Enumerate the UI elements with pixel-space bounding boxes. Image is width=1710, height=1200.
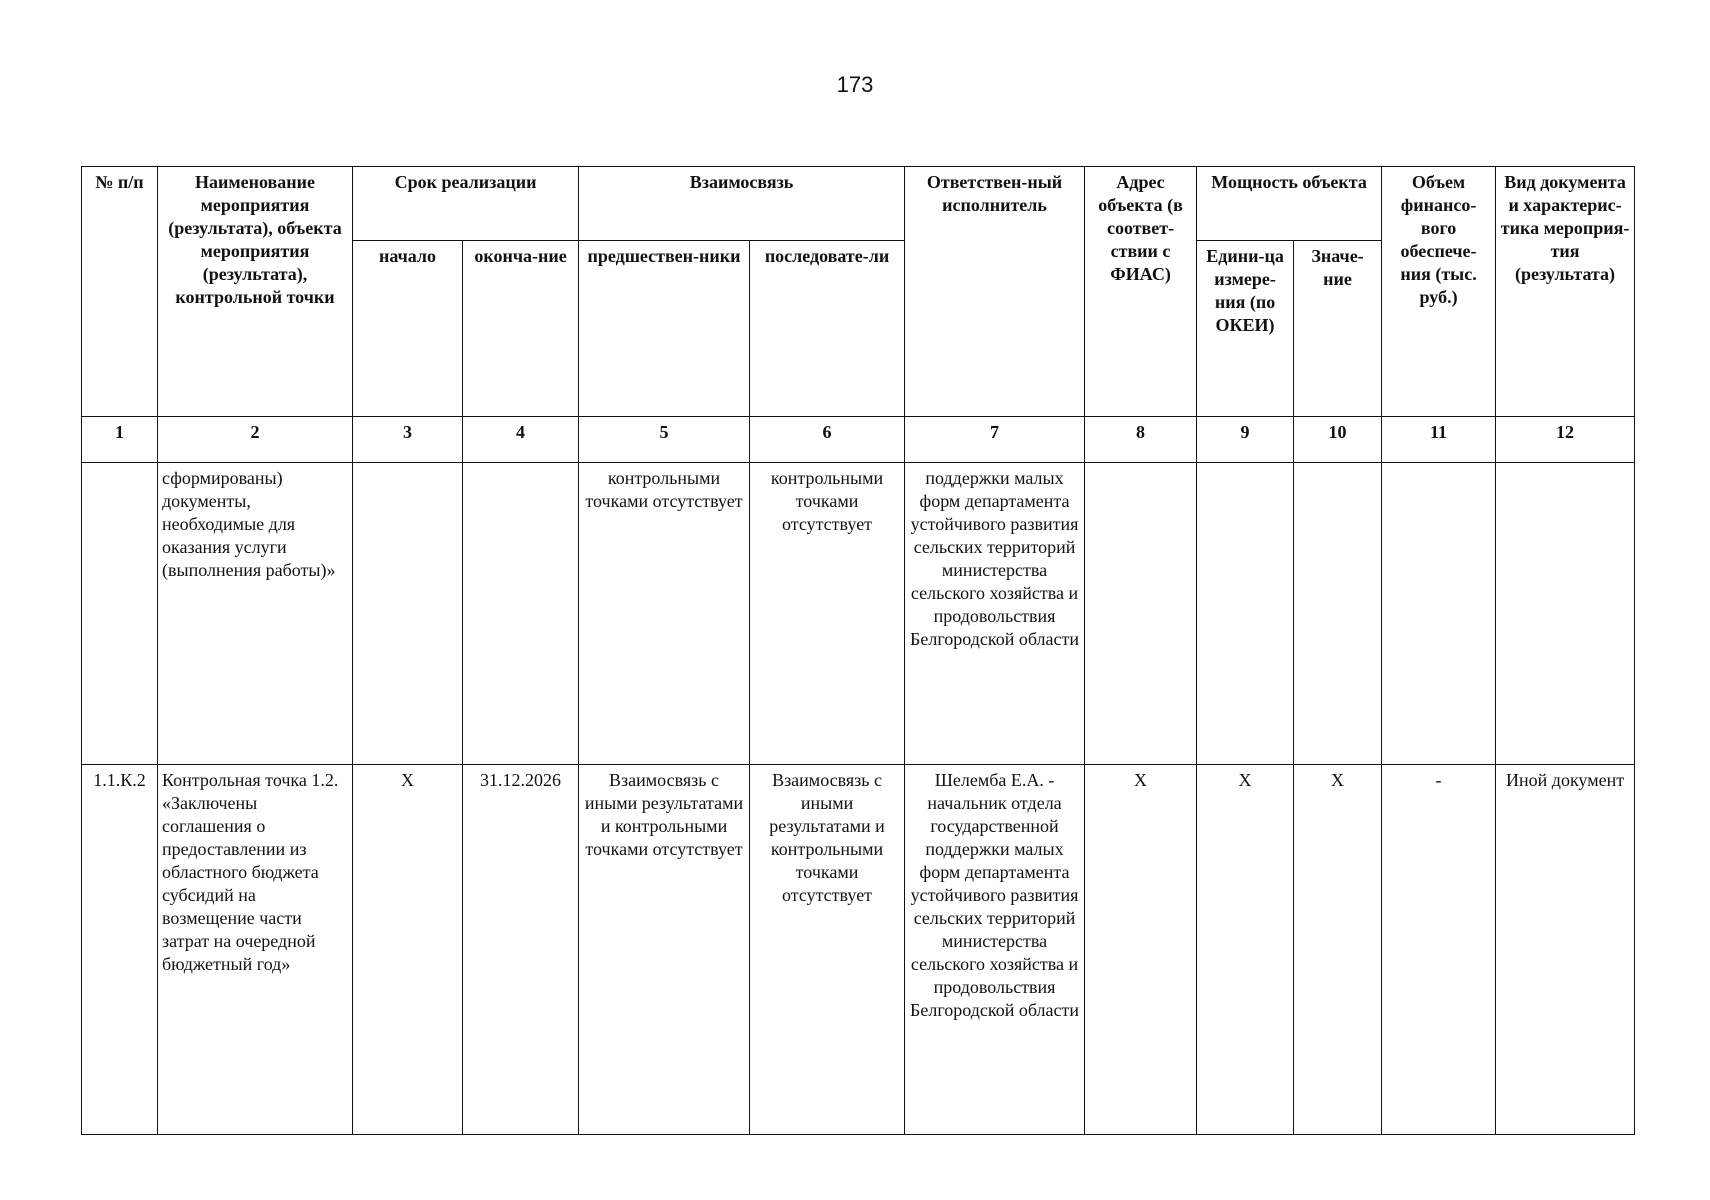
cell-successors: контрольными точками отсутствует [750, 463, 905, 765]
cell-responsible: поддержки малых форм департамента устойчивого развития сельских территорий министерства сельского хозяйства и продовольствия Белгородской области [905, 463, 1085, 765]
cell-name: сформированы) документы, необходимые для оказания услуги (выполнения работы)» [158, 463, 353, 765]
column-number: 3 [353, 417, 463, 463]
cell-address [1085, 463, 1197, 765]
header-col-responsible: Ответствен-ный исполнитель [905, 167, 1085, 417]
header-col-doc-type: Вид документа и характерис-тика мероприя-тия (результата) [1496, 167, 1635, 417]
cell-successors: Взаимосвязь с иными результатами и контрольными точками отсутствует [750, 765, 905, 1135]
column-number: 10 [1294, 417, 1382, 463]
cell-end: 31.12.2026 [463, 765, 579, 1135]
column-number: 2 [158, 417, 353, 463]
column-number: 12 [1496, 417, 1635, 463]
cell-predecessors: Взаимосвязь с иными результатами и контрольными точками отсутствует [579, 765, 750, 1135]
cell-start [353, 463, 463, 765]
cell-value: X [1294, 765, 1382, 1135]
header-group-power: Мощность объекта [1197, 167, 1382, 241]
column-number: 4 [463, 417, 579, 463]
cell-funding [1382, 463, 1496, 765]
header-col-unit: Едини-ца измере-ния (по ОКЕИ) [1197, 241, 1294, 417]
table-row [82, 463, 1635, 765]
column-number: 1 [82, 417, 158, 463]
header-group-term: Срок реализации [353, 167, 579, 241]
column-number: 8 [1085, 417, 1197, 463]
cell-responsible: Шелемба Е.А. - начальник отдела государственной поддержки малых форм департамента устойчивого развития сельских территорий министерства сельского хозяйства и продовольствия Белгородской области [905, 765, 1085, 1135]
cell-name: Контрольная точка 1.2. «Заключены соглашения о предоставлении из областного бюджета субсидий на возмещение части затрат на очередной бюджетный год» [158, 765, 353, 1135]
cell-start: X [353, 765, 463, 1135]
cell-unit [1197, 463, 1294, 765]
cell-predecessors: контрольными точками отсутствует [579, 463, 750, 765]
column-number: 7 [905, 417, 1085, 463]
column-number: 6 [750, 417, 905, 463]
header-col-end: оконча-ние [463, 241, 579, 417]
column-numbers-row [82, 417, 1635, 463]
column-number: 11 [1382, 417, 1496, 463]
header-col-predecessors: предшествен-ники [579, 241, 750, 417]
cell-funding: - [1382, 765, 1496, 1135]
header-col-successors: последовате-ли [750, 241, 905, 417]
cell-address: X [1085, 765, 1197, 1135]
cell-end [463, 463, 579, 765]
column-number: 9 [1197, 417, 1294, 463]
cell-doc-type [1496, 463, 1635, 765]
header-col-number: № п/п [82, 167, 158, 417]
cell-unit: X [1197, 765, 1294, 1135]
column-number: 5 [579, 417, 750, 463]
header-group-link: Взаимосвязь [579, 167, 905, 241]
header-col-name: Наименование мероприятия (результата), объекта мероприятия (результата), контрольной точки [158, 167, 353, 417]
cell-number: 1.1.К.2 [82, 765, 158, 1135]
header-col-funding: Объем финансо-вого обеспече-ния (тыс. руб.) [1382, 167, 1496, 417]
page-number: 173 [836, 72, 874, 97]
header-col-value: Значе-ние [1294, 241, 1382, 417]
header-row-top [82, 167, 1635, 241]
header-col-start: начало [353, 241, 463, 417]
cell-value [1294, 463, 1382, 765]
cell-doc-type: Иной документ [1496, 765, 1635, 1135]
table-row [82, 765, 1635, 1135]
implementation-plan-table [81, 166, 1635, 1135]
header-col-address: Адрес объекта (в соответ-ствии с ФИАС) [1085, 167, 1197, 417]
cell-number [82, 463, 158, 765]
